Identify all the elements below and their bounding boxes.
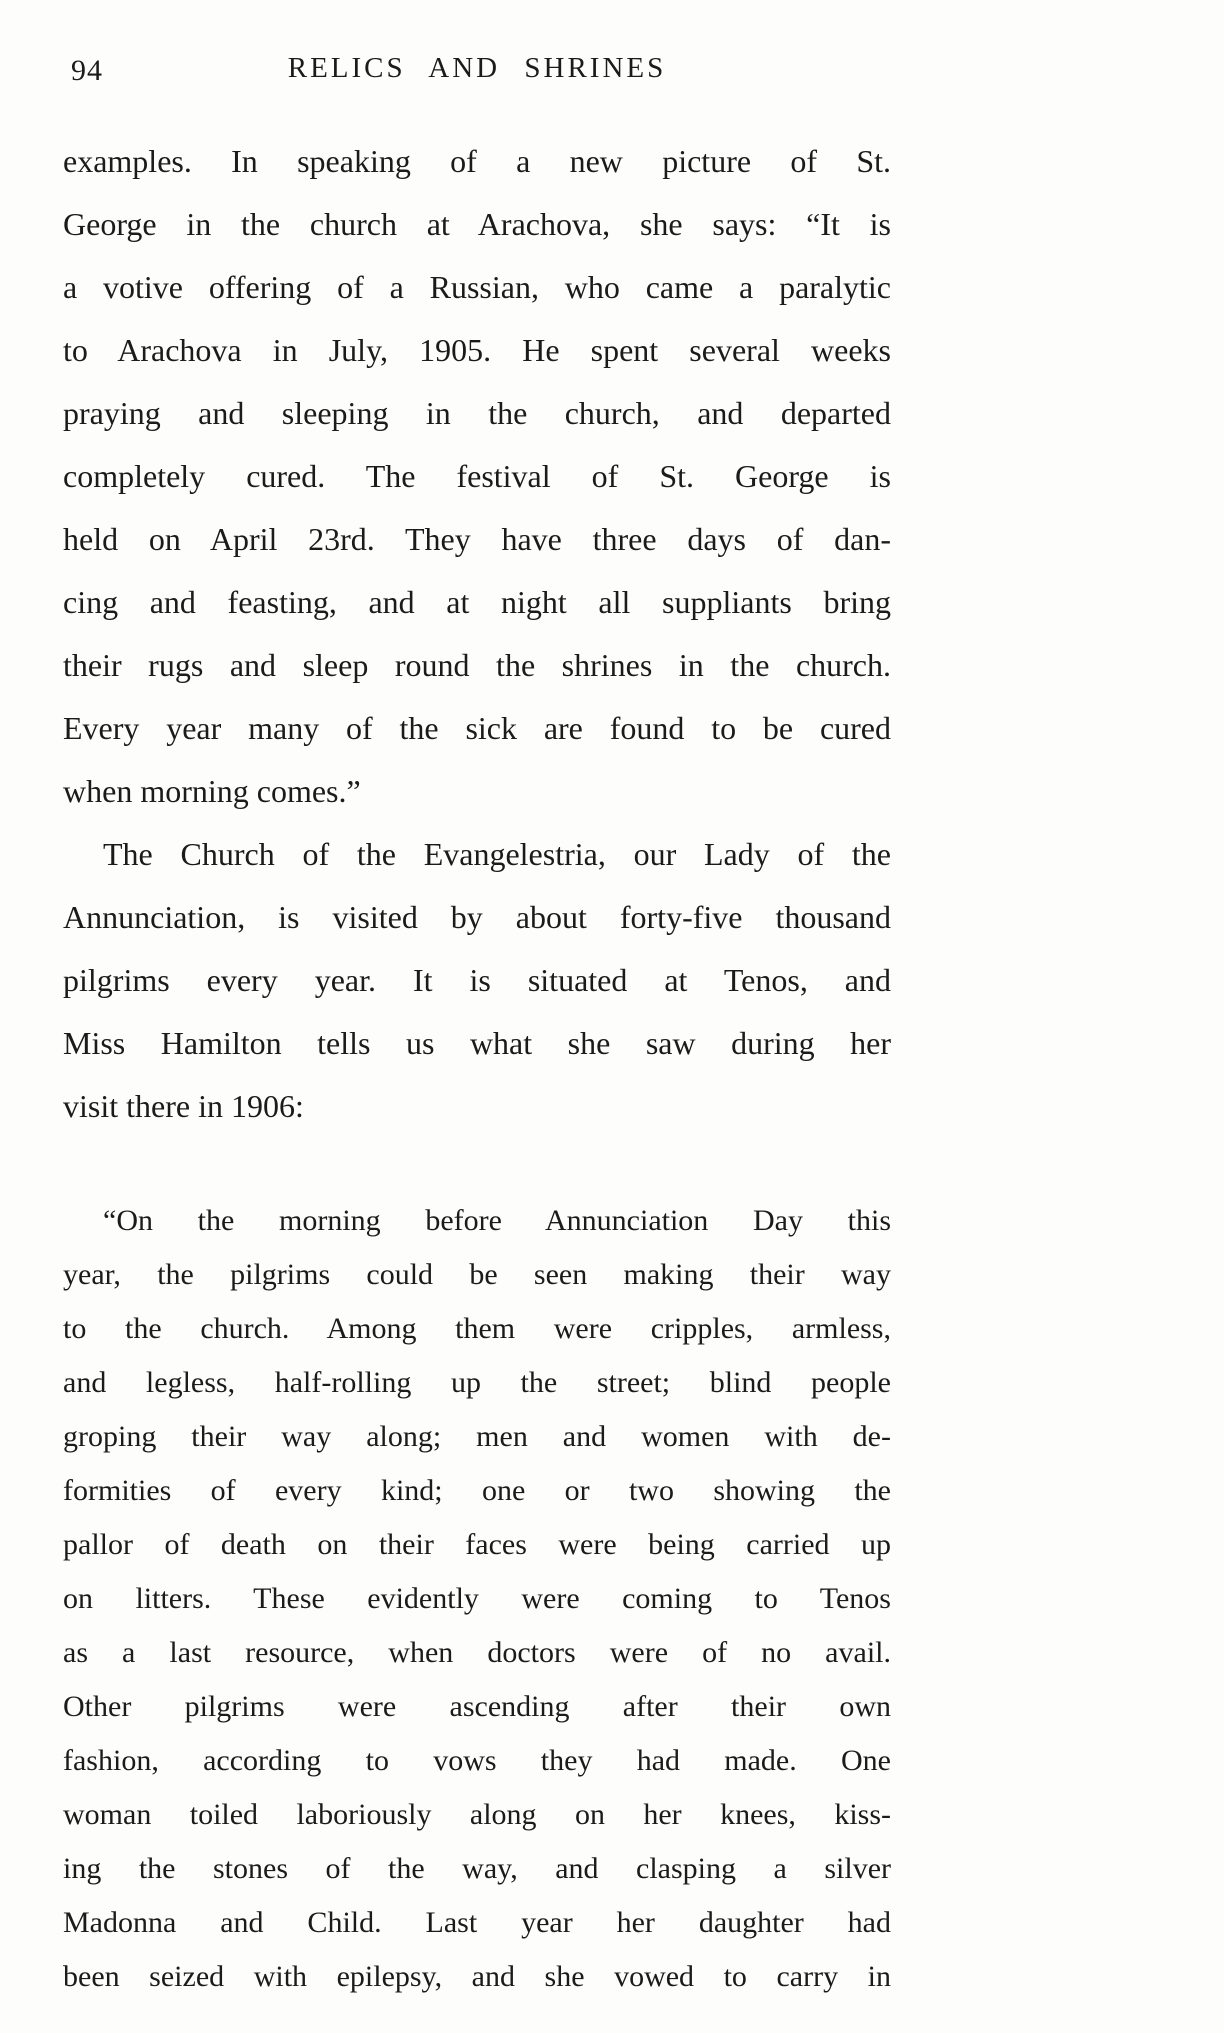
text-line: Annunciation, is visited by about forty-five thousand [63,899,891,935]
text-line: been seized with epilepsy, and she vowed to carry in [63,1960,891,1993]
text-line: visit there in 1906: [63,1088,304,1124]
text-line: Madonna and Child. Last year her daughter had [63,1906,891,1939]
text-line: year, the pilgrims could be seen making their way [63,1258,891,1291]
text-line: woman toiled laboriously along on her knees, kiss- [63,1798,891,1831]
paragraph-st-george-arachova [63,130,891,823]
text-line: Every year many of the sick are found to be cured [63,710,891,746]
text-line: examples. In speaking of a new picture of St. [63,143,891,179]
text-line: a votive offering of a Russian, who came a paralytic [63,269,891,305]
text-line: The Church of the Evangelestria, our Lady of the [103,836,891,872]
paragraph-hamilton-quote [63,1194,891,2004]
running-title: RELICS AND SHRINES [287,52,667,84]
text-line: fashion, according to vows they had made. One [63,1744,891,1777]
page-body [63,130,891,2004]
text-line: on litters. These evidently were coming to Tenos [63,1582,891,1615]
text-line: ing the stones of the way, and clasping a silver [63,1852,891,1885]
paragraph-church-evangelestria [63,823,891,1138]
text-line: Miss Hamilton tells us what she saw during her [63,1025,891,1061]
text-line: pilgrims every year. It is situated at Tenos, and [63,962,891,998]
text-line: formities of every kind; one or two showing the [63,1474,891,1507]
text-line: as a last resource, when doctors were of no avail. [63,1636,891,1669]
text-line: held on April 23rd. They have three days of dan- [63,521,891,557]
text-line: to the church. Among them were cripples, armless, [63,1312,891,1345]
text-line: completely cured. The festival of St. George is [63,458,891,494]
text-line: cing and feasting, and at night all suppliants bring [63,584,891,620]
text-line: when morning comes.” [63,773,361,809]
text-line: Other pilgrims were ascending after their own [63,1690,891,1723]
page-header [63,52,891,94]
text-line: pallor of death on their faces were being carried up [63,1528,891,1561]
text-line: “On the morning before Annunciation Day this [103,1204,891,1237]
page-number: 94 [71,54,103,87]
text-line: and legless, half-rolling up the street; blind people [63,1366,891,1399]
text-line: to Arachova in July, 1905. He spent several weeks [63,332,891,368]
text-line: George in the church at Arachova, she says: “It is [63,206,891,242]
text-line: groping their way along; men and women with de- [63,1420,891,1453]
text-line: praying and sleeping in the church, and departed [63,395,891,431]
text-line: their rugs and sleep round the shrines in the church. [63,647,891,683]
